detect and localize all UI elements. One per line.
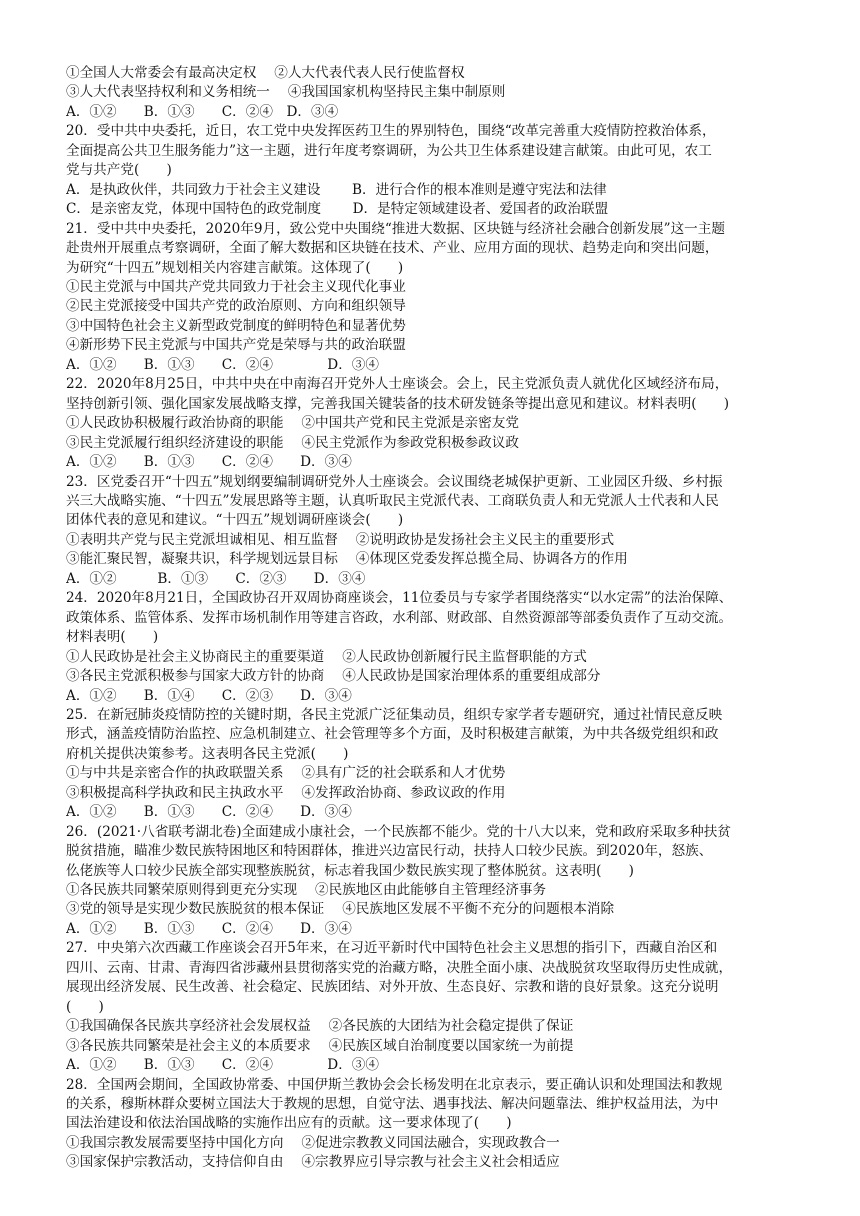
text-line: ①民主党派与中国共产党共同致力于社会主义现代化事业	[66, 278, 406, 295]
text-line: 20．受中共中央委托，近日，农工党中央发挥医药卫生的界别特色，围绕“改革完善重大疫情防控救治体系，	[66, 123, 716, 140]
text-line: 28．全国两会期间，全国政协常委、中国伊斯兰教协会会长杨发明在北京表示，要正确认识和处理国法和教规	[66, 1076, 723, 1093]
text-line: ③党的领导是实现少数民族脱贫的根本保证 ④民族地区发展不平衡不充分的问题根本消除	[66, 901, 615, 918]
text-line: 政策体系、监管体系、发挥市场机制作用等建言咨政，水利部、财政部、自然资源部等部委负责作了互动交流。	[66, 609, 733, 626]
text-line: ③能汇聚民智，凝聚共识，科学规划远景目标 ④体现区党委发挥总揽全局、协调各方的作用	[66, 551, 628, 568]
text-line: 22．2020年8月25日，中共中央在中南海召开党外人士座谈会。会上，民主党派负责人就优化区域经济布局，	[66, 376, 729, 393]
text-line: ③中国特色社会主义新型政党制度的鲜明特色和显著优势	[66, 317, 406, 334]
text-line: ④新形势下民主党派与中国共产党是荣辱与共的政治联盟	[66, 337, 406, 354]
text-line: ③各民主党派积极参与国家大政方针的协商 ④人民政协是国家治理体系的重要组成部分	[66, 668, 601, 685]
text-line: 为研究“十四五”规划相关内容建言献策。这体现了( )	[66, 259, 404, 276]
text-line: 兴三大战略实施、“十四五”发展思路等主题，认真听取民主党派代表、工商联负责人和无党派人士代表和人民	[66, 492, 719, 509]
text-line: 的关系，穆斯林群众要树立国法大于教规的思想，自觉守法、遇事找法、解决问题靠法、维护权益用法，为中	[66, 1096, 719, 1113]
question-text-block	[66, 64, 804, 1173]
text-line: ③国家保护宗教活动，支持信仰自由 ④宗教界应引导宗教与社会主义社会相适应	[66, 1154, 560, 1171]
text-line: 赴贵州开展重点考察调研，全面了解大数据和区块链在技术、产业、应用方面的现状、趋势走向和突出问题，	[66, 240, 719, 257]
text-line: ②民主党派接受中国共产党的政治原则、方向和组织领导	[66, 298, 406, 315]
text-line: 坚持创新引领、强化国家发展战略支撑，完善我国关键装备的技术研发链条等提出意见和建议。材料表明( )	[66, 395, 730, 412]
text-line: A．①② B．①③ C．②④ D．③④	[66, 804, 352, 821]
text-line: 四川、云南、甘肃、青海四省涉藏州县贯彻落实党的治藏方略，决胜全面小康、决战脱贫攻坚取得历史性成就，	[66, 959, 733, 976]
text-line: 24．2020年8月21日，全国政协召开双周协商座谈会，11位委员与专家学者围绕落实“以水定需”的法治保障、	[66, 590, 733, 607]
text-line: ( )	[66, 998, 104, 1015]
text-line: A．①② B．①③ C．②④ D．③④	[66, 356, 379, 373]
text-line: 全面提高公共卫生服务能力”这一主题，进行年度考察调研，为公共卫生体系建设建言献策。由此可见，农工	[66, 142, 712, 159]
text-line: 仫佬族等人口较少民族全部实现整族脱贫，标志着我国少数民族实现了整体脱贫。这表明( )	[66, 862, 634, 879]
text-line: A．①② B．①③ C．②④ D．③④	[66, 1057, 379, 1074]
text-line: ①人民政协积极履行政治协商的职能 ②中国共产党和民主党派是亲密友党	[66, 415, 519, 432]
text-line: ①人民政协是社会主义协商民主的重要渠道 ②人民政协创新履行民主监督职能的方式	[66, 648, 587, 665]
text-line: ③各民族共同繁荣是社会主义的本质要求 ④民族区域自治制度要以国家统一为前提	[66, 1037, 574, 1054]
text-line: 党与共产党( )	[66, 162, 172, 179]
text-line: 国法治建设和依法治国战略的实施作出应有的贡献。这一要求体现了( )	[66, 1115, 512, 1132]
text-line: A．①② B．①③ C．②③ D．③④	[66, 570, 366, 587]
text-line: A．①② B．①③ C．②④ D．③④	[66, 454, 352, 471]
text-line: ③人大代表坚持权利和义务相统一 ④我国国家机构坚持民主集中制原则	[66, 84, 506, 101]
text-line: ①我国确保各民族共享经济社会发展权益 ②各民族的大团结为社会稳定提供了保证	[66, 1018, 574, 1035]
text-line: 21．受中共中央委托，2020年9月，致公党中央围绕“推进大数据、区块链与经济社会融合创新发展”这一主题	[66, 220, 725, 237]
text-line: ①各民族共同繁荣原则得到更充分实现 ②民族地区由此能够自主管理经济事务	[66, 882, 547, 899]
text-line: ①我国宗教发展需要坚持中国化方向 ②促进宗教教义同国法融合，实现政教合一	[66, 1134, 560, 1151]
text-line: ①全国人大常委会有最高决定权 ②人大代表代表人民行使监督权	[66, 65, 465, 81]
text-line: 材料表明( )	[66, 629, 159, 646]
text-line: ③积极提高科学执政和民主执政水平 ④发挥政治协商、参政议政的作用	[66, 784, 506, 801]
text-line: A．①② B．①③ C．②④ D．③④	[66, 103, 339, 120]
text-line: ①表明共产党与民主党派坦诚相见、相互监督 ②说明政协是发扬社会主义民主的重要形式	[66, 531, 615, 548]
text-line: A．①② B．①④ C．②③ D．③④	[66, 687, 352, 704]
text-line: C．是亲密友党，体现中国特色的政党制度 D．是特定领域建设者、爱国者的政治联盟	[66, 201, 609, 218]
text-line: ③民主党派履行组织经济建设的职能 ④民主党派作为参政党积极参政议政	[66, 434, 519, 451]
text-line: 23．区党委召开“十四五”规划纲要编制调研党外人士座谈会。会议围绕老城保护更新、工业园区升级、乡村振	[66, 473, 723, 490]
text-line: 脱贫措施，瞄准少数民族特困地区和特困群体，推进兴边富民行动，扶持人口较少民族。到2020年，怒族、	[66, 843, 713, 860]
text-line: 团体代表的意见和建议。“十四五”规划调研座谈会( )	[66, 512, 404, 529]
text-line: 27．中央第六次西藏工作座谈会召开5年来，在习近平新时代中国特色社会主义思想的指引下，西藏自治区和	[66, 940, 718, 957]
text-line: 展现出经济发展、民生改善、社会稳定、民族团结、对外开放、生态良好、宗教和谐的良好景象。这充分说明	[66, 979, 719, 996]
text-line: 26．(2021·八省联考湖北卷)全面建成小康社会，一个民族都不能少。党的十八大以来，党和政府采取多种扶贫	[66, 823, 731, 840]
text-line: 形式，涵盖疫情防治监控、应急机制建立、社会管理等多个方面，及时积极建言献策，为中共各级党组织和政	[66, 726, 719, 743]
text-line: 府机关提供决策参考。这表明各民主党派( )	[66, 745, 349, 762]
text-line: ①与中共是亲密合作的执政联盟关系 ②具有广泛的社会联系和人才优势	[66, 765, 506, 782]
text-line: A．是执政伙伴，共同致力于社会主义建设 B．进行合作的根本准则是遵守宪法和法律	[66, 181, 607, 198]
text-line: A．①② B．①③ C．②④ D．③④	[66, 920, 352, 937]
text-line: 25．在新冠肺炎疫情防控的关键时期，各民主党派广泛征集动员，组织专家学者专题研究，通过社情民意反映	[66, 706, 723, 723]
